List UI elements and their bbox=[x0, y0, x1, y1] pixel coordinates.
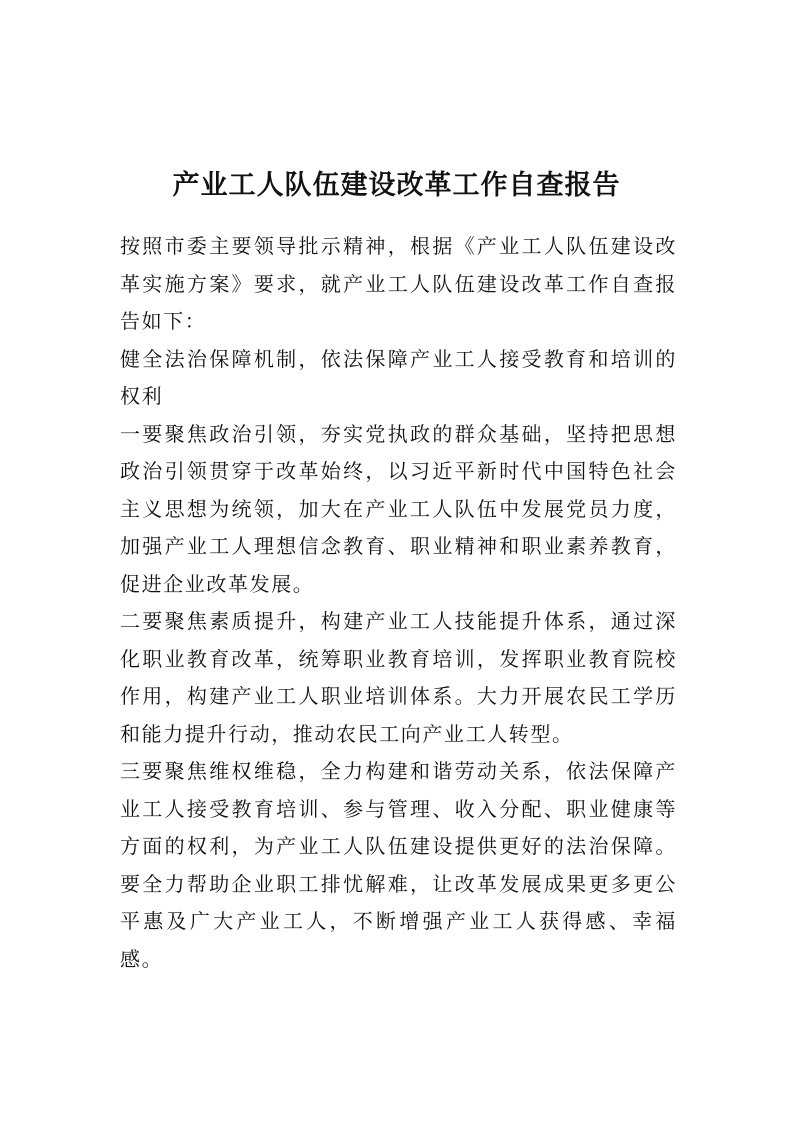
paragraph-rights-protection: 三要聚焦维权维稳，全力构建和谐劳动关系，依法保障产业工人接受教育培训、参与管理、收入分配、职业健康等方面的权利，为产业工人队伍建设提供更好的法治保障。要全力帮助企业职工排忧解难，让改革发展成果更多更公平惠及广大产业工人，不断增强产业工人获得感、幸福感。 bbox=[120, 759, 677, 971]
document-title: 产业工人队伍建设改革工作自查报告 bbox=[172, 170, 621, 201]
paragraph-intro: 按照市委主要领导批示精神，根据《产业工人队伍建设改革实施方案》要求，就产业工人队伍建设改革工作自查报告如下： bbox=[120, 234, 677, 333]
paragraph-heading: 健全法治保障机制，依法保障产业工人接受教育和培训的权利 bbox=[120, 346, 677, 408]
paragraph-skill-improvement: 二要聚焦素质提升，构建产业工人技能提升体系，通过深化职业教育改革，统筹职业教育培训，发挥职业教育院校作用，构建产业工人职业培训体系。大力开展农民工学历和能力提升行动，推动农民工向产业工人转型。 bbox=[120, 609, 677, 746]
paragraph-political-guidance: 一要聚焦政治引领，夯实党执政的群众基础，坚持把思想政治引领贯穿于改革始终，以习近平新时代中国特色社会主义思想为统领，加大在产业工人队伍中发展党员力度，加强产业工人理想信念教育、职业精神和职业素养教育，促进企业改革发展。 bbox=[120, 421, 677, 596]
document-body bbox=[120, 228, 677, 978]
